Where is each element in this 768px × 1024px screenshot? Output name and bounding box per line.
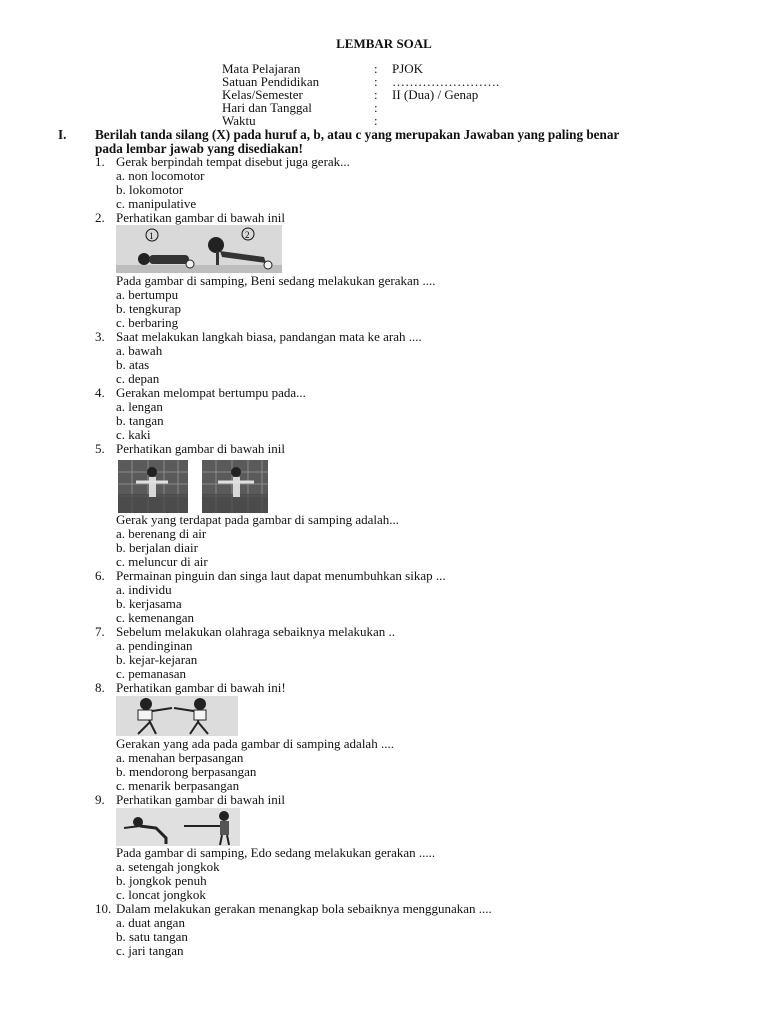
question-followup: Gerakan yang ada pada gambar di samping adalah .... xyxy=(116,736,394,751)
answer-option: c. kemenangan xyxy=(116,610,194,625)
page-title: LEMBAR SOAL xyxy=(336,36,432,51)
question-text: Dalam melakukan gerakan menangkap bola sebaiknya menggunakan .... xyxy=(116,901,492,916)
question-followup: Pada gambar di samping, Beni sedang melakukan gerakan .... xyxy=(116,273,436,288)
figure-label: 2 xyxy=(245,230,250,240)
header-value: II (Dua) / Genap xyxy=(392,87,479,102)
question-text: Perhatikan gambar di bawah inil xyxy=(116,792,285,807)
header-label: Hari dan Tanggal xyxy=(222,100,312,115)
header-label: Mata Pelajaran xyxy=(222,61,301,76)
answer-option: c. menarik berpasangan xyxy=(116,778,240,793)
header-label: Kelas/Semester xyxy=(222,87,303,102)
header-separator: : xyxy=(374,113,378,128)
question-text: Gerakan melompat bertumpu pada... xyxy=(116,385,306,400)
header-separator: : xyxy=(374,87,378,102)
squat-illustration xyxy=(116,808,240,846)
answer-option: a. individu xyxy=(116,582,172,597)
question-number: 2. xyxy=(95,210,105,225)
answer-option: a. berenang di air xyxy=(116,526,207,541)
answer-option: c. berbaring xyxy=(116,315,179,330)
answer-option: b. berjalan diair xyxy=(116,540,198,555)
header-separator: : xyxy=(374,74,378,89)
answer-option: c. meluncur di air xyxy=(116,554,208,569)
answer-option: c. manipulative xyxy=(116,196,197,211)
answer-option: a. bawah xyxy=(116,343,163,358)
question-text: Perhatikan gambar di bawah inil xyxy=(116,441,285,456)
question-text: Gerak berpindah tempat disebut juga gerak... xyxy=(116,154,350,169)
section-instruction-line1: Berilah tanda silang (X) pada huruf a, b, atau c yang merupakan Jawaban yang paling benar xyxy=(95,127,620,142)
partner-push-illustration xyxy=(116,696,238,736)
answer-option: b. satu tangan xyxy=(116,929,188,944)
header-label: Satuan Pendidikan xyxy=(222,74,320,89)
header-value: PJOK xyxy=(392,61,424,76)
answer-option: a. non locomotor xyxy=(116,168,205,183)
question-number: 6. xyxy=(95,568,105,583)
figure-label: 1 xyxy=(149,231,154,241)
header-separator: : xyxy=(374,61,378,76)
question-number: 9. xyxy=(95,792,105,807)
question-text: Perhatikan gambar di bawah ini! xyxy=(116,680,286,695)
answer-option: a. bertumpu xyxy=(116,287,179,302)
answer-option: b. mendorong berpasangan xyxy=(116,764,257,779)
answer-option: b. lokomotor xyxy=(116,182,184,197)
question-number: 5. xyxy=(95,441,105,456)
question-number: 4. xyxy=(95,385,105,400)
question-followup: Pada gambar di samping, Edo sedang melakukan gerakan ..... xyxy=(116,845,436,860)
question-followup: Gerak yang terdapat pada gambar di samping adalah... xyxy=(116,512,399,527)
answer-option: b. jongkok penuh xyxy=(116,873,207,888)
question-number: 8. xyxy=(95,680,105,695)
question-number: 1. xyxy=(95,154,105,169)
question-number: 7. xyxy=(95,624,105,639)
header-value: ……………………. xyxy=(392,74,500,89)
answer-option: c. kaki xyxy=(116,427,151,442)
answer-option: b. kerjasama xyxy=(116,596,182,611)
answer-option: a. pendinginan xyxy=(116,638,193,653)
question-number: 10. xyxy=(95,901,112,916)
section-instruction-line2: pada lembar jawab yang disediakan! xyxy=(95,141,303,156)
question-text: Permainan pinguin dan singa laut dapat menumbuhkan sikap ... xyxy=(116,568,446,583)
answer-option: b. atas xyxy=(116,357,150,372)
answer-option: a. menahan berpasangan xyxy=(116,750,244,765)
question-text: Sebelum melakukan olahraga sebaiknya melakukan .. xyxy=(116,624,396,639)
answer-option: c. pemanasan xyxy=(116,666,187,681)
answer-option: a. lengan xyxy=(116,399,163,414)
question-number: 3. xyxy=(95,329,105,344)
answer-option: c. jari tangan xyxy=(116,943,184,958)
header-separator: : xyxy=(374,100,378,115)
answer-option: c. depan xyxy=(116,371,160,386)
question-text: Perhatikan gambar di bawah inil xyxy=(116,210,285,225)
answer-option: c. loncat jongkok xyxy=(116,887,206,902)
answer-option: b. tangan xyxy=(116,413,164,428)
header-label: Waktu xyxy=(222,113,256,128)
question-text: Saat melakukan langkah biasa, pandangan mata ke arah .... xyxy=(116,329,422,344)
answer-option: a. duat angan xyxy=(116,915,185,930)
answer-option: b. kejar-kejaran xyxy=(116,652,198,667)
water-walking-illustration xyxy=(116,458,270,514)
pushup-illustration xyxy=(116,225,282,273)
section-number: I. xyxy=(58,127,67,142)
answer-option: a. setengah jongkok xyxy=(116,859,220,874)
answer-option: b. tengkurap xyxy=(116,301,181,316)
